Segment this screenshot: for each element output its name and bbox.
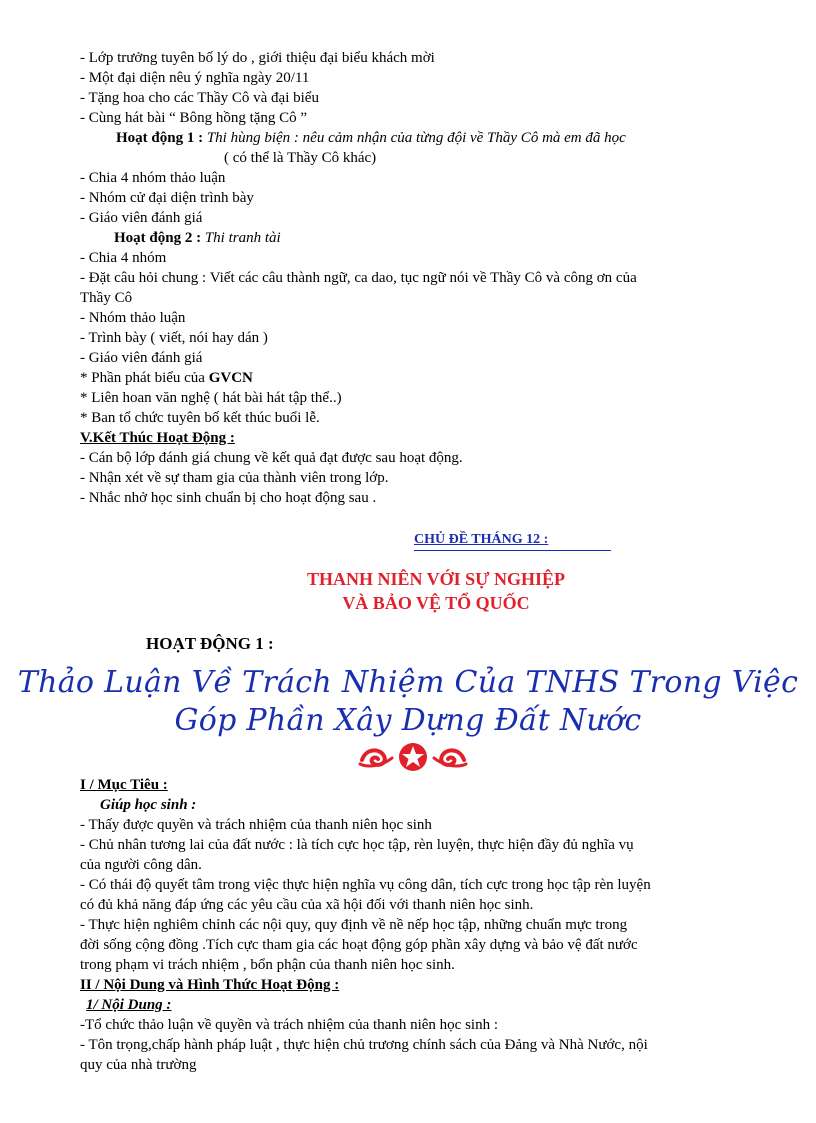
section-heading-goals: I / Mục Tiêu : xyxy=(80,777,168,793)
text-line: - Tôn trọng,chấp hành pháp luật , thực hiện chủ trương chính sách của Đảng và Nhà Nước, nội xyxy=(80,1037,648,1053)
activity-2-line xyxy=(114,228,281,248)
text-line: - Thấy được quyền và trách nhiệm của thanh niên học sinh xyxy=(80,817,432,833)
big-title-line-1: Thảo Luận Về Trách Nhiệm Của TNHS Trong Việc xyxy=(17,665,799,700)
theme-line-1: THANH NIÊN VỚI SỰ NGHIỆP xyxy=(306,569,566,589)
text-line: có đủ khả năng đáp ứng các yêu cầu của xã hội đối với thanh niên học sinh. xyxy=(80,897,534,913)
text-line: đời sống cộng đồng .Tích cực tham gia các hoạt động góp phần xây dựng và bảo vệ đất nước xyxy=(80,937,638,953)
gvcn-prefix: * Phần phát biểu của xyxy=(80,370,209,386)
theme-line-2: VÀ BẢO VỆ TỔ QUỐC xyxy=(342,593,530,613)
text-line: - Nhóm thảo luận xyxy=(80,310,186,326)
text-line: trong phạm vi trách nhiệm , bổn phận của thanh niên học sinh. xyxy=(80,957,455,973)
text-line: * Ban tổ chức tuyên bố kết thúc buổi lễ. xyxy=(80,410,320,426)
gvcn-line xyxy=(80,368,253,388)
text-line: - Chủ nhân tương lai của đất nước : là tích cực học tập, rèn luyện, thực hiện đầy đủ nghĩa vụ xyxy=(80,837,634,853)
text-line: quy của nhà trường xyxy=(80,1057,197,1073)
activity-2-label: Hoạt động 2 : xyxy=(114,230,202,246)
activity-heading: HOẠT ĐỘNG 1 : xyxy=(146,634,274,653)
activity-1-text: Thi hùng biện : nêu cảm nhận của từng đội về Thầy Cô mà em đã học xyxy=(206,130,626,146)
text-line: Thầy Cô xyxy=(80,290,133,306)
text-line: - Giáo viên đánh giá xyxy=(80,210,203,226)
text-line: - Nhận xét về sự tham gia của thành viên trong lớp. xyxy=(80,470,389,486)
text-line: - Cán bộ lớp đánh giá chung về kết quả đạt được sau hoạt động. xyxy=(80,450,463,466)
section-heading-content: II / Nội Dung và Hình Thức Hoạt Động : xyxy=(80,977,340,993)
goals-subheading: Giúp học sinh : xyxy=(100,797,197,813)
activity-1-line xyxy=(116,128,626,148)
activity-2-text: Thi tranh tài xyxy=(204,230,281,246)
text-line: - Có thái độ quyết tâm trong việc thực hiện nghĩa vụ công dân, tích cực trong học tập rèn luyện xyxy=(80,877,651,893)
gvcn-bold: GVCN xyxy=(208,370,253,386)
text-line: - Đặt câu hỏi chung : Viết các câu thành ngữ, ca dao, tục ngữ nói về Thầy Cô và công ơn của xyxy=(80,270,637,286)
text-line: - Cùng hát bài “ Bông hồng tặng Cô ” xyxy=(80,110,308,126)
month-topic xyxy=(414,530,611,551)
text-line: - Lớp trưởng tuyên bố lý do , giới thiệu đại biểu khách mời xyxy=(80,50,435,66)
text-line: - Một đại diện nêu ý nghĩa ngày 20/11 xyxy=(80,70,310,86)
big-title-line-2: Góp Phần Xây Dựng Đất Nước xyxy=(174,703,642,738)
text-line: * Liên hoan văn nghệ ( hát bài hát tập thể..) xyxy=(80,390,342,406)
text-line: - Chia 4 nhóm thảo luận xyxy=(80,170,226,186)
star-scroll-ornament-icon xyxy=(358,740,468,774)
text-line: - Thực hiện nghiêm chỉnh các nội quy, quy định về nề nếp học tập, những chuẩn mực trong xyxy=(80,917,628,933)
text-line: - Giáo viên đánh giá xyxy=(80,350,203,366)
text-line: -Tổ chức thảo luận về quyền và trách nhiệm của thanh niên học sinh : xyxy=(80,1017,498,1033)
text-line: - Trình bày ( viết, nói hay dán ) xyxy=(80,330,268,346)
activity-1-text-continued: ( có thể là Thầy Cô khác) xyxy=(224,150,377,166)
activity-1-label: Hoạt động 1 : xyxy=(116,130,204,146)
content-subheading: 1/ Nội Dung : xyxy=(86,997,172,1013)
section-heading-end: V.Kết Thúc Hoạt Động : xyxy=(80,430,235,446)
text-line: - Nhắc nhở học sinh chuẩn bị cho hoạt động sau . xyxy=(80,490,377,506)
text-line: của người công dân. xyxy=(80,857,202,873)
text-line: - Chia 4 nhóm xyxy=(80,250,167,266)
text-line: - Nhóm cử đại diện trình bày xyxy=(80,190,254,206)
month-topic-text: CHỦ ĐỀ THÁNG 12 : xyxy=(414,532,549,547)
text-line: - Tặng hoa cho các Thầy Cô và đại biểu xyxy=(80,90,319,106)
